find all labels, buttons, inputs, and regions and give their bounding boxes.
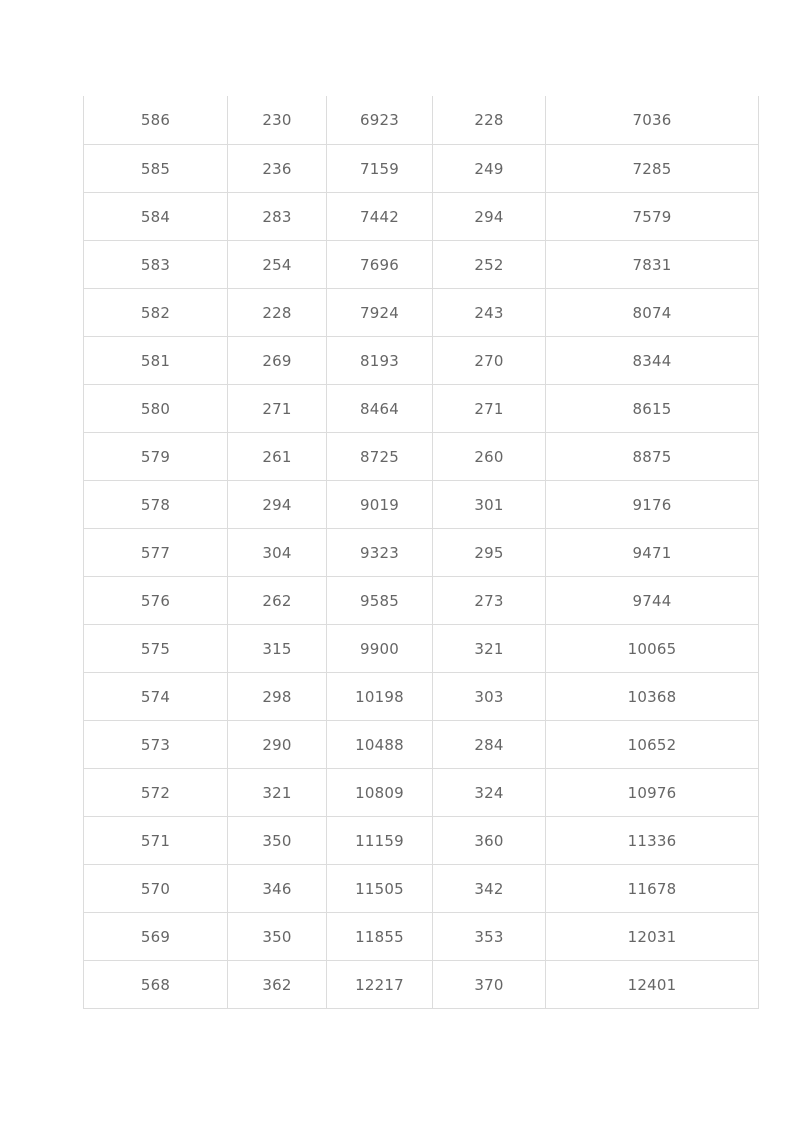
score-cell: 574 [84, 673, 228, 721]
score-cell: 584 [84, 193, 228, 241]
score-cell: 582 [84, 289, 228, 337]
score-cell: 576 [84, 577, 228, 625]
count-cell-2: 353 [433, 913, 546, 961]
cumulative-count-cell-2: 9744 [546, 577, 759, 625]
count-cell-2: 324 [433, 769, 546, 817]
table-row [84, 625, 759, 673]
score-cell: 581 [84, 337, 228, 385]
count-cell: 283 [228, 193, 327, 241]
count-cell: 350 [228, 817, 327, 865]
score-cell: 571 [84, 817, 228, 865]
table-row [84, 385, 759, 433]
count-cell-2: 284 [433, 721, 546, 769]
count-cell-2: 360 [433, 817, 546, 865]
score-cell: 583 [84, 241, 228, 289]
cumulative-count-cell: 9019 [327, 481, 433, 529]
score-cell: 570 [84, 865, 228, 913]
cumulative-count-cell-2: 8344 [546, 337, 759, 385]
count-cell-2: 270 [433, 337, 546, 385]
table-row [84, 337, 759, 385]
count-cell-2: 228 [433, 96, 546, 145]
count-cell: 228 [228, 289, 327, 337]
table-row [84, 289, 759, 337]
cumulative-count-cell-2: 8074 [546, 289, 759, 337]
count-cell: 346 [228, 865, 327, 913]
count-cell-2: 243 [433, 289, 546, 337]
cumulative-count-cell: 11159 [327, 817, 433, 865]
count-cell-2: 252 [433, 241, 546, 289]
count-cell-2: 301 [433, 481, 546, 529]
count-cell-2: 321 [433, 625, 546, 673]
cumulative-count-cell-2: 8875 [546, 433, 759, 481]
table-row [84, 529, 759, 577]
cumulative-count-cell-2: 7579 [546, 193, 759, 241]
table-row [84, 865, 759, 913]
cumulative-count-cell: 10809 [327, 769, 433, 817]
table-row [84, 673, 759, 721]
cumulative-count-cell: 6923 [327, 96, 433, 145]
score-cell: 568 [84, 961, 228, 1009]
cumulative-count-cell: 7442 [327, 193, 433, 241]
table-row [84, 913, 759, 961]
count-cell: 315 [228, 625, 327, 673]
count-cell-2: 342 [433, 865, 546, 913]
count-cell: 261 [228, 433, 327, 481]
cumulative-count-cell: 10488 [327, 721, 433, 769]
count-cell-2: 294 [433, 193, 546, 241]
cumulative-count-cell-2: 8615 [546, 385, 759, 433]
cumulative-count-cell-2: 12031 [546, 913, 759, 961]
table-row [84, 817, 759, 865]
count-cell: 321 [228, 769, 327, 817]
cumulative-count-cell: 8725 [327, 433, 433, 481]
cumulative-count-cell-2: 11336 [546, 817, 759, 865]
cumulative-count-cell-2: 10065 [546, 625, 759, 673]
score-table-container [83, 96, 758, 1009]
cumulative-count-cell-2: 11678 [546, 865, 759, 913]
cumulative-count-cell: 7159 [327, 145, 433, 193]
count-cell: 254 [228, 241, 327, 289]
table-row [84, 721, 759, 769]
table-row [84, 145, 759, 193]
count-cell: 236 [228, 145, 327, 193]
score-cell: 580 [84, 385, 228, 433]
table-row [84, 961, 759, 1009]
cumulative-count-cell: 7924 [327, 289, 433, 337]
score-cell: 573 [84, 721, 228, 769]
count-cell-2: 249 [433, 145, 546, 193]
score-cell: 572 [84, 769, 228, 817]
count-cell: 262 [228, 577, 327, 625]
table-body [84, 96, 759, 1009]
score-cell: 585 [84, 145, 228, 193]
cumulative-count-cell-2: 12401 [546, 961, 759, 1009]
cumulative-count-cell-2: 10976 [546, 769, 759, 817]
cumulative-count-cell-2: 7285 [546, 145, 759, 193]
count-cell-2: 303 [433, 673, 546, 721]
score-cell: 575 [84, 625, 228, 673]
table-row [84, 241, 759, 289]
table-row [84, 433, 759, 481]
score-cell: 577 [84, 529, 228, 577]
cumulative-count-cell: 10198 [327, 673, 433, 721]
count-cell: 294 [228, 481, 327, 529]
count-cell: 269 [228, 337, 327, 385]
count-cell: 230 [228, 96, 327, 145]
count-cell-2: 295 [433, 529, 546, 577]
cumulative-count-cell: 9323 [327, 529, 433, 577]
score-distribution-table [83, 96, 759, 1009]
cumulative-count-cell: 8193 [327, 337, 433, 385]
score-cell: 586 [84, 96, 228, 145]
table-row [84, 193, 759, 241]
count-cell: 304 [228, 529, 327, 577]
cumulative-count-cell-2: 10368 [546, 673, 759, 721]
cumulative-count-cell: 11855 [327, 913, 433, 961]
cumulative-count-cell-2: 9471 [546, 529, 759, 577]
cumulative-count-cell: 9900 [327, 625, 433, 673]
cumulative-count-cell-2: 10652 [546, 721, 759, 769]
count-cell: 290 [228, 721, 327, 769]
cumulative-count-cell: 12217 [327, 961, 433, 1009]
cumulative-count-cell-2: 7831 [546, 241, 759, 289]
count-cell: 271 [228, 385, 327, 433]
cumulative-count-cell: 8464 [327, 385, 433, 433]
count-cell-2: 260 [433, 433, 546, 481]
count-cell-2: 271 [433, 385, 546, 433]
cumulative-count-cell: 9585 [327, 577, 433, 625]
count-cell-2: 273 [433, 577, 546, 625]
count-cell: 298 [228, 673, 327, 721]
count-cell-2: 370 [433, 961, 546, 1009]
table-row [84, 96, 759, 145]
count-cell: 362 [228, 961, 327, 1009]
count-cell: 350 [228, 913, 327, 961]
score-cell: 578 [84, 481, 228, 529]
cumulative-count-cell: 11505 [327, 865, 433, 913]
score-cell: 579 [84, 433, 228, 481]
table-row [84, 769, 759, 817]
score-cell: 569 [84, 913, 228, 961]
cumulative-count-cell-2: 9176 [546, 481, 759, 529]
cumulative-count-cell: 7696 [327, 241, 433, 289]
cumulative-count-cell-2: 7036 [546, 96, 759, 145]
table-row [84, 481, 759, 529]
table-row [84, 577, 759, 625]
